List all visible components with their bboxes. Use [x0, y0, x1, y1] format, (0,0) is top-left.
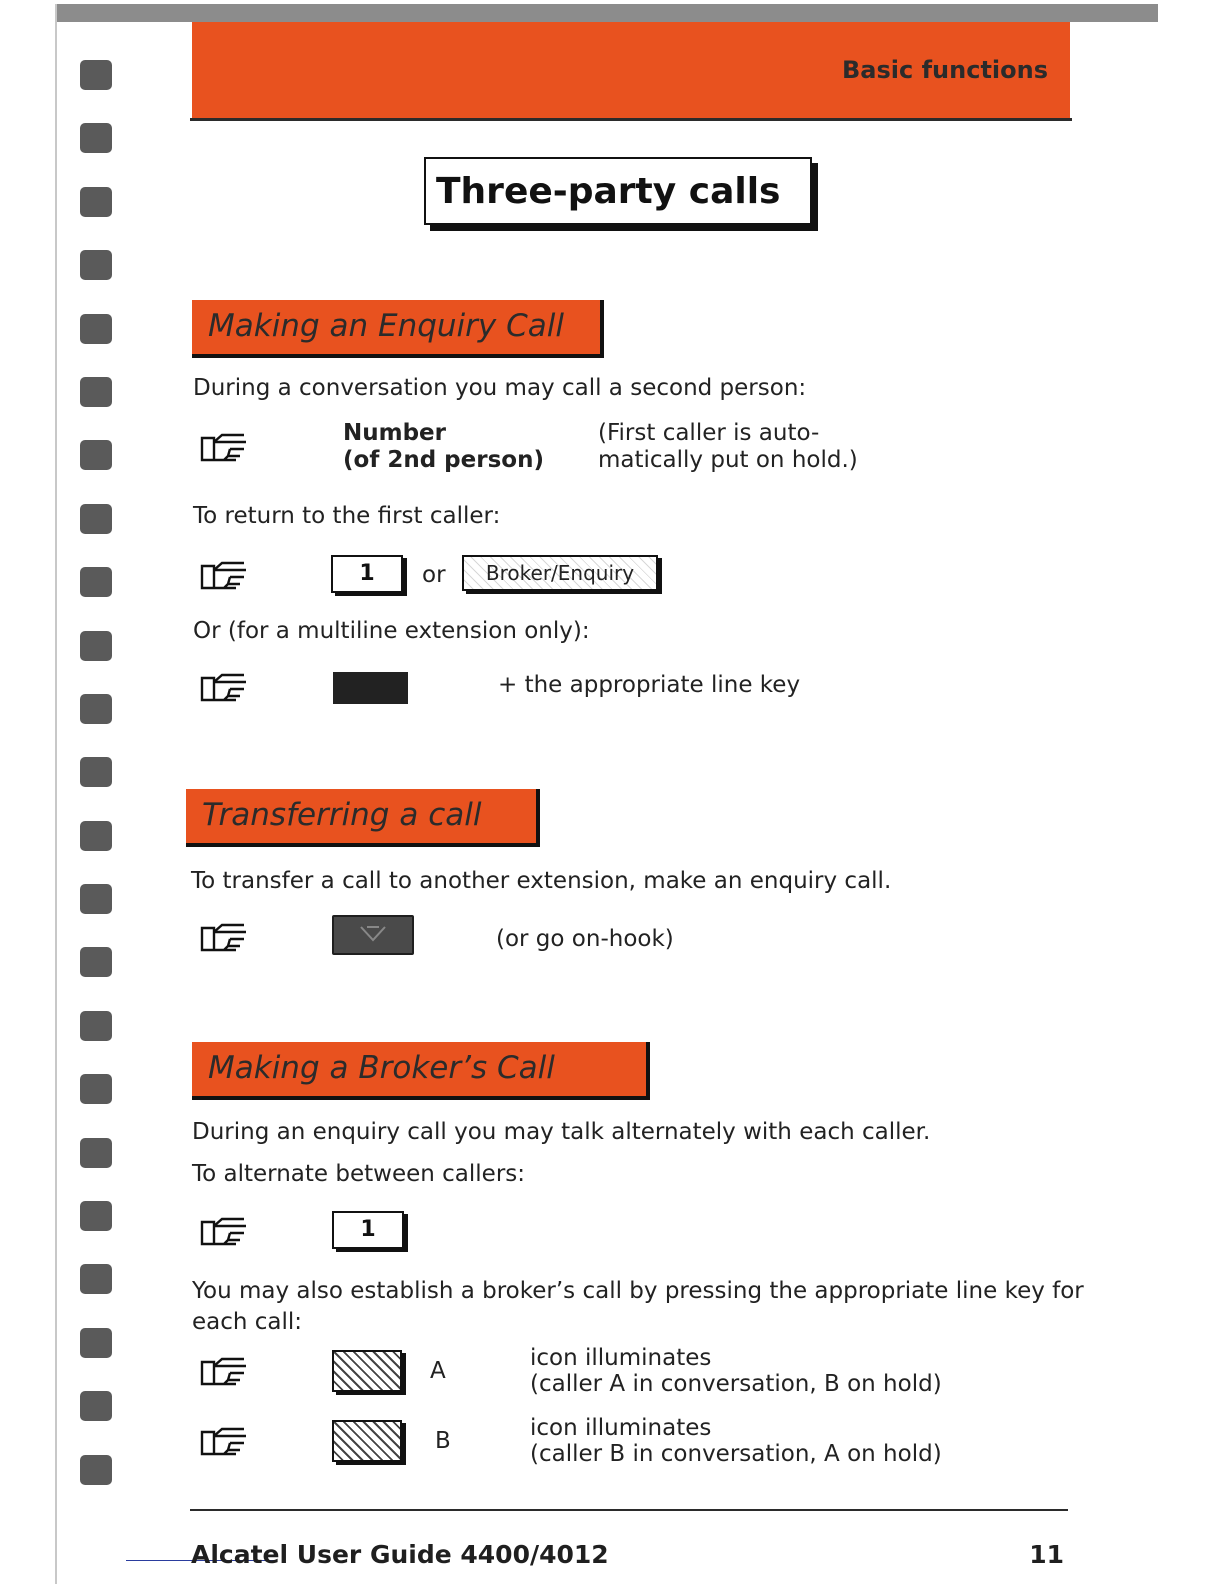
- or-text: or: [422, 562, 446, 588]
- transfer-arrow-icon: [358, 923, 388, 945]
- transfer-key[interactable]: [332, 915, 414, 955]
- pointing-hand-icon: [200, 1216, 252, 1248]
- return-instruction: To return to the first caller:: [193, 503, 501, 529]
- page-number: 11: [1029, 1540, 1064, 1569]
- section-heading-text: Making a Broker’s Call: [208, 1050, 555, 1086]
- binding-hole: [80, 821, 112, 851]
- binding-hole: [80, 314, 112, 344]
- section-heading-broker: [192, 1042, 650, 1100]
- binding-hole: [80, 884, 112, 914]
- line-b-label: B: [435, 1428, 451, 1454]
- binding-hole: [80, 1391, 112, 1421]
- pointing-hand-icon: [200, 432, 252, 464]
- broker-enquiry-key[interactable]: Broker/Enquiry: [462, 555, 658, 591]
- binding-hole: [80, 1455, 112, 1485]
- footer-rule: [190, 1509, 1068, 1511]
- enquiry-action-line2: (of 2nd person): [343, 447, 544, 473]
- binding-hole: [80, 757, 112, 787]
- binding-hole: [80, 60, 112, 90]
- page-title-box: [424, 157, 812, 225]
- line-a-desc-line1: icon illuminates: [530, 1345, 712, 1371]
- alternate-instruction: To alternate between callers:: [192, 1161, 526, 1187]
- binding-hole: [80, 377, 112, 407]
- section-label: Basic functions: [842, 56, 1048, 84]
- enquiry-note-line2: matically put on hold.): [598, 447, 858, 473]
- section-heading-text: Making an Enquiry Call: [208, 308, 564, 344]
- line-key-b[interactable]: [332, 1420, 402, 1462]
- footer-title: Alcatel User Guide 4400/4012: [191, 1540, 609, 1569]
- binding-hole: [80, 1328, 112, 1358]
- section-heading-enquiry: [192, 300, 604, 358]
- binding-hole: [80, 694, 112, 724]
- line-key-a[interactable]: [332, 1350, 402, 1392]
- line-a-label: A: [430, 1358, 446, 1384]
- binding-hole: [80, 1011, 112, 1041]
- enquiry-intro: During a conversation you may call a second person:: [193, 375, 807, 401]
- pointing-hand-icon: [200, 1426, 252, 1458]
- line-key-instruction-line2: each call:: [192, 1309, 303, 1335]
- page-title: Three-party calls: [436, 171, 781, 212]
- binding-hole: [80, 440, 112, 470]
- header-rule: [190, 118, 1072, 121]
- binding-hole: [80, 250, 112, 280]
- binding-hole: [80, 504, 112, 534]
- enquiry-action-line1: Number: [343, 420, 446, 446]
- page-left-edge: [55, 4, 57, 1584]
- binding-hole: [80, 1201, 112, 1231]
- spiral-binding: [80, 60, 114, 1518]
- transfer-note: (or go on-hook): [496, 926, 674, 952]
- line-key-instruction-line1: You may also establish a broker’s call by pressing the appropriate line key for: [192, 1278, 1084, 1304]
- binding-hole: [80, 123, 112, 153]
- section-heading-transfer: [186, 789, 540, 847]
- binding-hole: [80, 1138, 112, 1168]
- pointing-hand-icon: [200, 560, 252, 592]
- pointing-hand-icon: [200, 922, 252, 954]
- pointing-hand-icon: [200, 672, 252, 704]
- multiline-instruction: Or (for a multiline extension only):: [193, 618, 590, 644]
- page-top-edge: [56, 4, 1158, 22]
- transfer-intro: To transfer a call to another extension, make an enquiry call.: [191, 868, 892, 894]
- line-key-text: + the appropriate line key: [498, 672, 801, 698]
- binding-hole: [80, 947, 112, 977]
- binding-hole: [80, 1074, 112, 1104]
- binding-hole: [80, 567, 112, 597]
- key-1-button[interactable]: 1: [331, 555, 403, 593]
- binding-hole: [80, 1264, 112, 1294]
- line-b-desc-line2: (caller B in conversation, A on hold): [530, 1441, 942, 1467]
- binding-hole: [80, 187, 112, 217]
- broker-intro: During an enquiry call you may talk alternately with each caller.: [192, 1119, 931, 1145]
- section-heading-text: Transferring a call: [202, 797, 482, 833]
- pointing-hand-icon: [200, 1356, 252, 1388]
- enquiry-note-line1: (First caller is auto-: [598, 420, 820, 446]
- line-b-desc-line1: icon illuminates: [530, 1415, 712, 1441]
- binding-hole: [80, 631, 112, 661]
- line-a-desc-line2: (caller A in conversation, B on hold): [530, 1371, 942, 1397]
- key-1-button[interactable]: 1: [332, 1211, 404, 1249]
- enquiry-line-key[interactable]: [333, 672, 408, 704]
